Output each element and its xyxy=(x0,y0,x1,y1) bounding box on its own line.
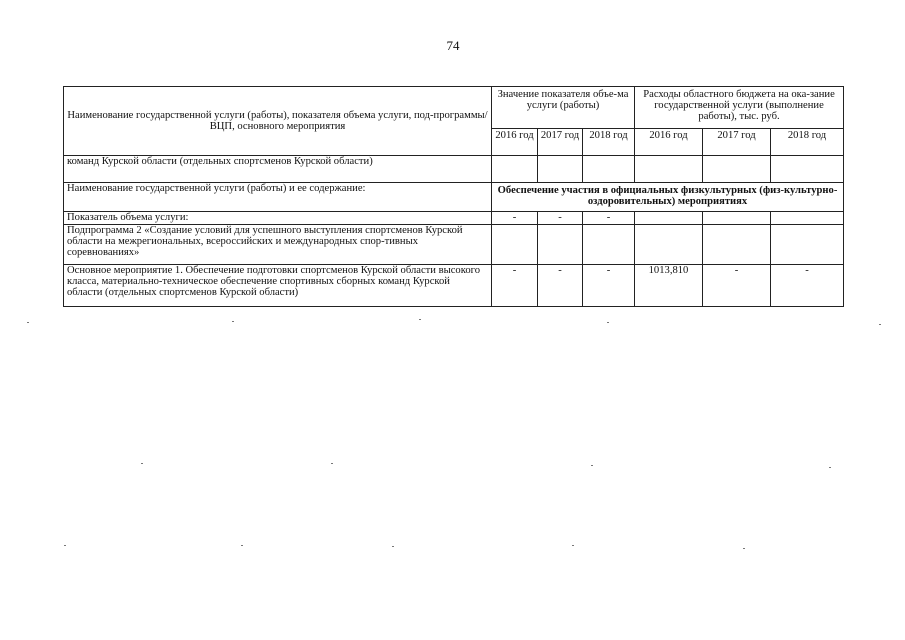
empty-cell xyxy=(703,156,771,183)
scan-speck xyxy=(572,545,574,546)
empty-cell xyxy=(538,225,583,265)
scan-speck xyxy=(879,324,881,325)
subprogram-text: Подпрограмма 2 «Создание условий для успешного выступления спортсменов Курской области на межрегиональных, всероссийских и международных спор-тивных соревнованиях» xyxy=(64,225,492,265)
table-row xyxy=(64,212,844,225)
header-indicator-group: Значение показателя объе-ма услуги (работы) xyxy=(492,87,635,129)
service-value: Обеспечение участия в официальных физкультурных (физ-культурно-оздоровительных) мероприятиях xyxy=(492,183,844,212)
service-label: Наименование государственной услуги (работы) и ее содержание: xyxy=(64,183,492,212)
scan-speck xyxy=(141,463,143,464)
table-row xyxy=(64,225,844,265)
empty-cell xyxy=(583,156,635,183)
table-row xyxy=(64,156,844,183)
volume-value-2016: - xyxy=(492,212,538,225)
scan-speck xyxy=(27,322,29,323)
header-row xyxy=(64,87,844,129)
empty-cell xyxy=(635,225,703,265)
empty-cell xyxy=(538,156,583,183)
main-value-indicator-2017: - xyxy=(538,265,583,307)
empty-cell xyxy=(771,225,844,265)
continuation-text: команд Курской области (отдельных спортсменов Курской области) xyxy=(64,156,492,183)
empty-cell xyxy=(703,225,771,265)
table-row xyxy=(64,265,844,307)
header-name-cell: Наименование государственной услуги (работы), показателя объема услуги, под-программы/ВЦП, основного мероприятия xyxy=(64,87,492,156)
volume-value-2018: - xyxy=(583,212,635,225)
volume-value-2017: - xyxy=(538,212,583,225)
scan-speck xyxy=(331,463,333,464)
scan-speck xyxy=(392,546,394,547)
empty-cell xyxy=(771,156,844,183)
year-indicator-2016: 2016 год xyxy=(492,129,538,156)
empty-cell xyxy=(771,212,844,225)
volume-label: Показатель объема услуги: xyxy=(64,212,492,225)
main-value-budget-2016: 1013,810 xyxy=(635,265,703,307)
main-activity-text: Основное мероприятие 1. Обеспечение подготовки спортсменов Курской области высокого класса, материально-техническое обеспечение спортивных сборных команд Курской области (отдельных спортсменов Курской области) xyxy=(64,265,492,307)
page-number: 74 xyxy=(446,38,460,53)
empty-cell xyxy=(635,156,703,183)
scan-speck xyxy=(64,545,66,546)
year-budget-2017: 2017 год xyxy=(703,129,771,156)
table-row xyxy=(64,183,844,212)
scan-speck xyxy=(241,545,243,546)
main-value-indicator-2016: - xyxy=(492,265,538,307)
empty-cell xyxy=(703,212,771,225)
empty-cell xyxy=(492,225,538,265)
year-indicator-2017: 2017 год xyxy=(538,129,583,156)
empty-cell xyxy=(492,156,538,183)
main-value-budget-2017: - xyxy=(703,265,771,307)
budget-table xyxy=(63,86,844,307)
main-value-budget-2018: - xyxy=(771,265,844,307)
year-indicator-2018: 2018 год xyxy=(583,129,635,156)
year-budget-2018: 2018 год xyxy=(771,129,844,156)
year-budget-2016: 2016 год xyxy=(635,129,703,156)
scan-speck xyxy=(419,319,421,320)
empty-cell xyxy=(635,212,703,225)
scan-speck xyxy=(591,465,593,466)
scan-speck xyxy=(829,467,831,468)
empty-cell xyxy=(583,225,635,265)
scan-speck xyxy=(743,548,745,549)
main-value-indicator-2018: - xyxy=(583,265,635,307)
scan-speck xyxy=(232,321,234,322)
scan-speck xyxy=(607,322,609,323)
header-budget-group: Расходы областного бюджета на ока-зание государственной услуги (выполнение работы), тыс. руб. xyxy=(635,87,844,129)
